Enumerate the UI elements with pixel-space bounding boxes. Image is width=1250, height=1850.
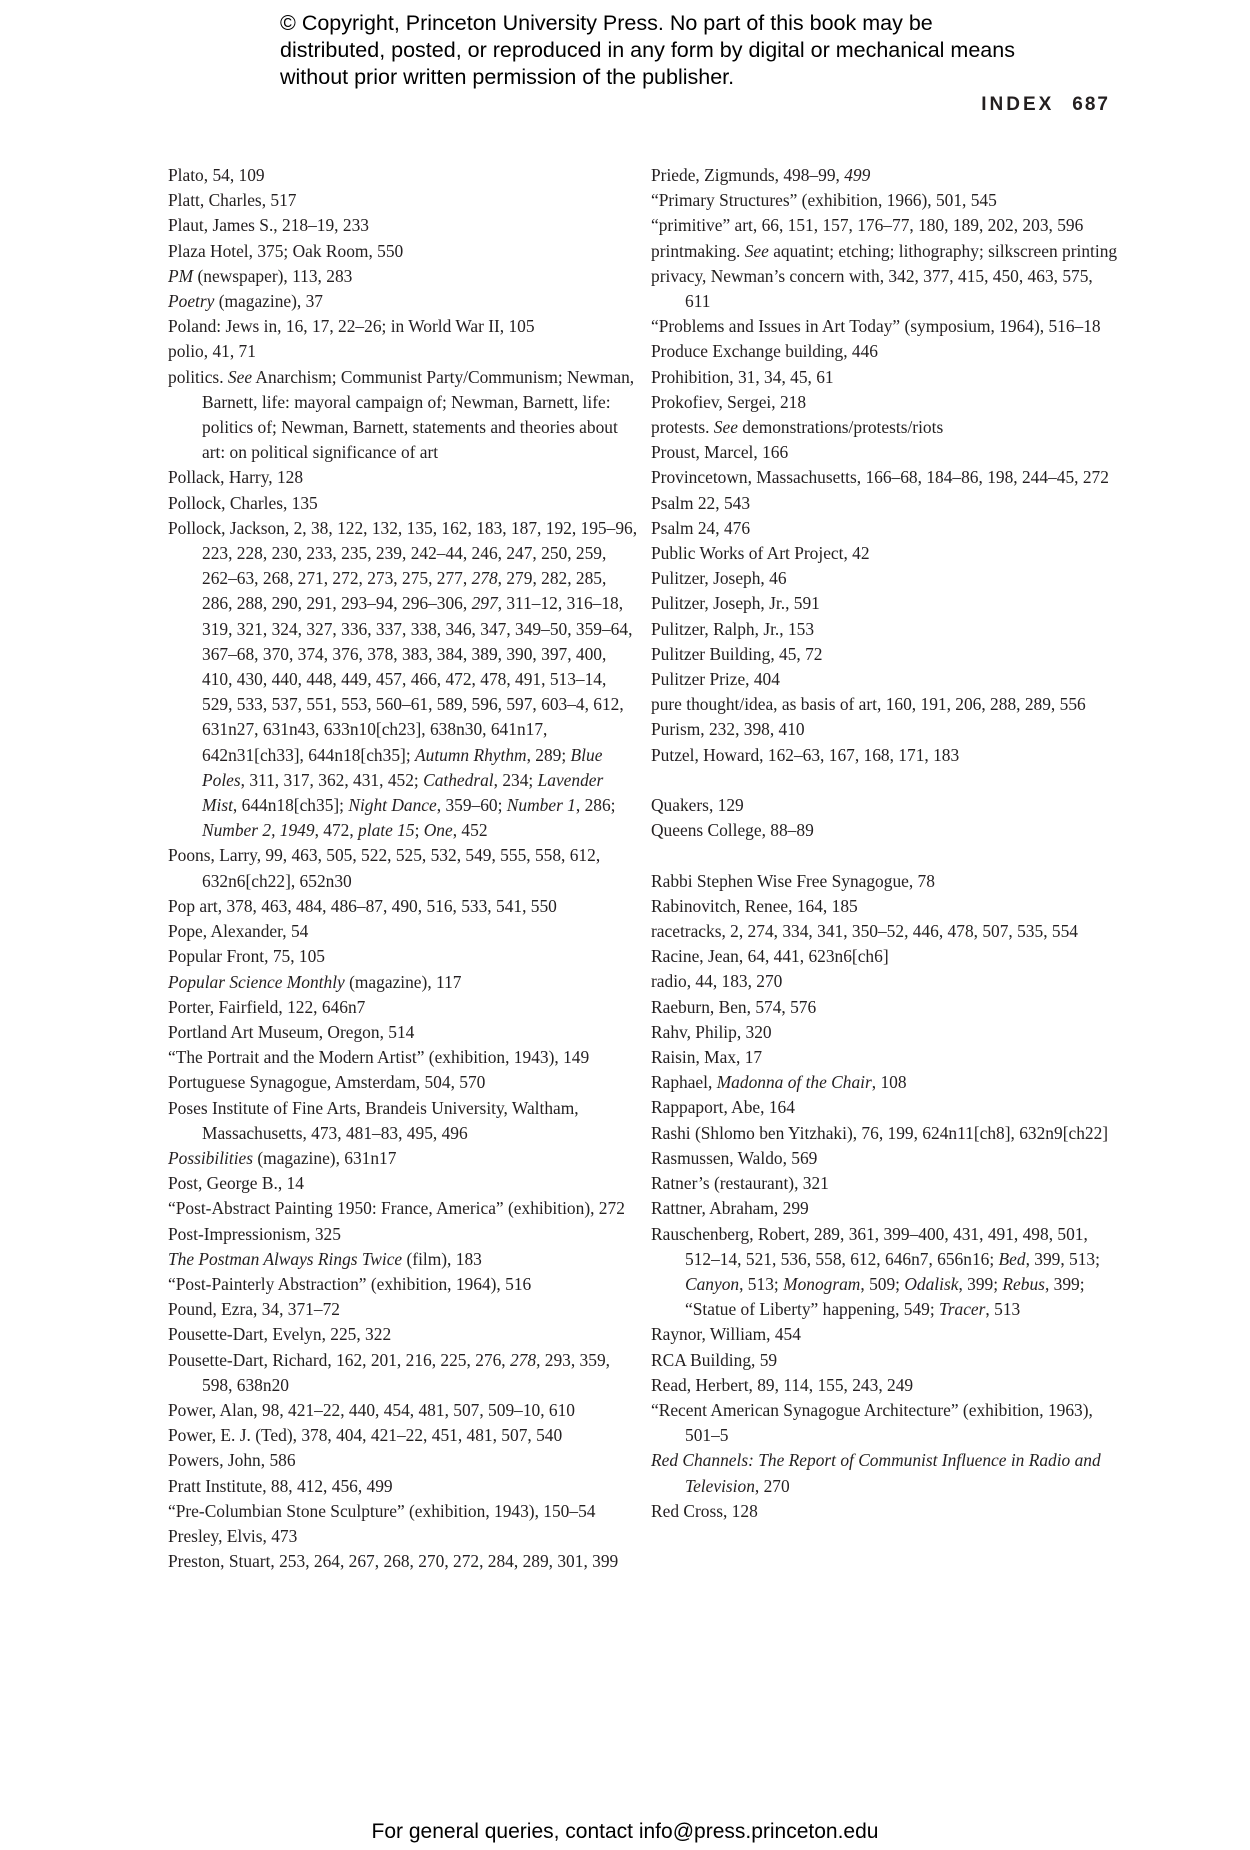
index-entry: Psalm 24, 476 [651,517,751,538]
index-entry: Purism, 232, 398, 410 [651,719,805,740]
index-entry: “Primary Structures” (exhibition, 1966), 501, 545 [651,190,997,211]
index-entry: Prohibition, 31, 34, 45, 61 [651,366,834,387]
index-entry: Quakers, 129 [651,795,744,816]
index-entry: Ratner’s (restaurant), 321 [651,1173,829,1194]
index-entry: Putzel, Howard, 162–63, 167, 168, 171, 183 [651,744,960,765]
index-entry: Provincetown, Massachusetts, 166–68, 184–86, 198, 244–45, 272 [651,467,1109,488]
copyright-notice: © Copyright, Princeton University Press. No part of this book may be distributed, posted, or reproduced in any form by digital or mechanical means without prior written permission of the publisher. [280,11,1015,89]
index-entry: Pulitzer Prize, 404 [651,669,780,690]
index-entry: Pound, Ezra, 34, 371–72 [168,1299,340,1320]
index-entry: Proust, Marcel, 166 [651,442,789,463]
index-entry: Rabbi Stephen Wise Free Synagogue, 78 [651,870,935,891]
index-entry: Porter, Fairfield, 122, 646n7 [168,996,366,1017]
index-entry: PM (newspaper), 113, 283 [168,265,353,286]
index-entry: Raynor, William, 454 [651,1324,801,1345]
index-entry: Possibilities (magazine), 631n17 [168,1147,397,1168]
index-entry: protests. See demonstrations/protests/riots [651,417,944,438]
index-entry: “Problems and Issues in Art Today” (symposium, 1964), 516–18 [651,316,1101,337]
index-entry: Prokofiev, Sergei, 218 [651,391,807,412]
index-entry: Pop art, 378, 463, 484, 486–87, 490, 516, 533, 541, 550 [168,895,557,916]
index-entry: Pousette-Dart, Evelyn, 225, 322 [168,1324,392,1345]
index-entry: Popular Science Monthly (magazine), 117 [168,971,462,992]
index-entry: Pulitzer, Joseph, 46 [651,568,787,589]
index-entry: Pulitzer, Ralph, Jr., 153 [651,618,815,639]
letter-group-gap [651,843,1121,868]
index-entry: Read, Herbert, 89, 114, 155, 243, 249 [651,1374,914,1395]
index-entry: Poland: Jews in, 16, 17, 22–26; in World War II, 105 [168,316,535,337]
page-number: 687 [1072,94,1110,115]
index-entry: Post-Impressionism, 325 [168,1223,341,1244]
index-entry: Pousette-Dart, Richard, 162, 201, 216, 225, 276, 278, 293, 359, 598, 638n20 [168,1349,610,1395]
index-entry: Pulitzer Building, 45, 72 [651,643,823,664]
index-entry: Poons, Larry, 99, 463, 505, 522, 525, 532, 549, 555, 558, 612, 632n6[ch22], 652n30 [168,845,601,891]
index-entry: radio, 44, 183, 270 [651,971,783,992]
index-entry: Priede, Zigmunds, 498–99, 499 [651,165,871,185]
index-entry: Rahv, Philip, 320 [651,1021,772,1042]
index-entry: Pollack, Harry, 128 [168,467,304,488]
index-entry: Racine, Jean, 64, 441, 623n6[ch6] [651,946,889,967]
index-entry: Raisin, Max, 17 [651,1047,763,1068]
index-entry: “The Portrait and the Modern Artist” (exhibition, 1943), 149 [168,1047,590,1068]
index-entry: Public Works of Art Project, 42 [651,543,870,564]
index-entry: Raphael, Madonna of the Chair, 108 [651,1072,907,1093]
footer-contact: For general queries, contact info@press.princeton.edu [371,1820,879,1843]
index-entry: privacy, Newman’s concern with, 342, 377, 415, 450, 463, 575, 611 [651,265,1093,312]
index-entry: Plaut, James S., 218–19, 233 [168,215,369,236]
index-entry: Pope, Alexander, 54 [168,921,309,942]
index-entry: RCA Building, 59 [651,1349,778,1370]
index-entry: Powers, John, 586 [168,1450,296,1471]
index-column-left [168,163,638,1574]
index-entry: “Post-Painterly Abstraction” (exhibition, 1964), 516 [168,1273,532,1294]
index-entry: pure thought/idea, as basis of art, 160, 191, 206, 288, 289, 556 [651,694,1086,715]
index-entry: Portland Art Museum, Oregon, 514 [168,1021,415,1042]
index-entry: Produce Exchange building, 446 [651,341,878,362]
index-entry: “Post-Abstract Painting 1950: France, America” (exhibition), 272 [168,1198,625,1219]
index-entry: Red Channels: The Report of Communist Influence in Radio and Television, 270 [651,1450,1101,1496]
index-entry: Raeburn, Ben, 574, 576 [651,996,817,1017]
index-entry: “Pre-Columbian Stone Sculpture” (exhibition, 1943), 150–54 [168,1500,596,1521]
index-entry: Queens College, 88–89 [651,820,814,841]
index-entry: printmaking. See aquatint; etching; lithography; silkscreen printing [651,240,1118,261]
index-entry: racetracks, 2, 274, 334, 341, 350–52, 446, 478, 507, 535, 554 [651,921,1078,942]
index-entry: Rappaport, Abe, 164 [651,1097,795,1118]
index-entry: Rashi (Shlomo ben Yitzhaki), 76, 199, 624n11[ch8], 632n9[ch22] [651,1122,1109,1143]
index-entry: Platt, Charles, 517 [168,190,297,211]
index-entry: Rattner, Abraham, 299 [651,1198,809,1219]
index-entry: politics. See Anarchism; Communist Party/Communism; Newman, Barnett, life: mayoral campaign of; Newman, Barnett, life: politics of; Newman, Barnett, statements and theories about art: on political significance of art [168,366,635,463]
index-entry: Preston, Stuart, 253, 264, 267, 268, 270, 272, 284, 289, 301, 399 [168,1551,619,1572]
index-entry: Power, E. J. (Ted), 378, 404, 421–22, 451, 481, 507, 540 [168,1425,563,1446]
index-entry: Pratt Institute, 88, 412, 456, 499 [168,1475,393,1496]
index-entry: Psalm 22, 543 [651,492,751,513]
index-entry: Post, George B., 14 [168,1173,304,1194]
index-entry: Rasmussen, Waldo, 569 [651,1147,818,1168]
index-entry: Red Cross, 128 [651,1500,758,1521]
index-entry: polio, 41, 71 [168,341,256,362]
index-entry: Poses Institute of Fine Arts, Brandeis University, Waltham, Massachusetts, 473, 481–83, 495, 496 [168,1097,579,1143]
index-entry: Portuguese Synagogue, Amsterdam, 504, 570 [168,1072,486,1093]
index-entry: Plato, 54, 109 [168,165,265,185]
index-entry: “primitive” art, 66, 151, 157, 176–77, 180, 189, 202, 203, 596 [651,215,1084,236]
index-entry: Pollock, Jackson, 2, 38, 122, 132, 135, 162, 183, 187, 192, 195–96, 223, 228, 230, 233, 235, 239, 242–44, 246, 247, 250, 259, 262–63, 268, 271, 272, 273, 275, 277, 278, 279, 282, 285, 286, 288, 290, 291, 293–94, 296–306, 297, 311–12, 316–18, 319, 321, 324, 327, 336, 337, 338, 346, 347, 349–50, 359–64, 367–68, 370, 374, 376, 378, 383, 384, 389, 390, 397, 400, 410, 430, 440, 448, 449, 457, 466, 472, 478, 491, 513–14, 529, 533, 537, 551, 553, 560–61, 589, 596, 597, 603–4, 612, 631n27, 631n43, 633n10[ch23], 638n30, 641n17, 642n31[ch33], 644n18[ch35]; Autumn Rhythm, 289; Blue Poles, 311, 317, 362, 431, 452; Cathedral, 234; Lavender Mist, 644n18[ch35]; Night Dance, 359–60; Number 1, 286; Number 2, 1949, 472, plate 15; One, 452 [168,517,638,841]
index-entry: Power, Alan, 98, 421–22, 440, 454, 481, 507, 509–10, 610 [168,1399,576,1420]
letter-group-gap [651,768,1121,793]
index-entry: Rabinovitch, Renee, 164, 185 [651,895,858,916]
running-head-label: INDEX [981,94,1055,115]
index-entry: Presley, Elvis, 473 [168,1525,298,1546]
index-entry: Pollock, Charles, 135 [168,492,318,513]
index-entry: Poetry (magazine), 37 [168,291,323,312]
index-entry: The Postman Always Rings Twice (film), 183 [168,1248,482,1269]
running-head [981,94,1110,116]
index-entry: Pulitzer, Joseph, Jr., 591 [651,593,820,614]
index-column-right [651,163,1121,1524]
index-entry: “Recent American Synagogue Architecture” (exhibition, 1963), 501–5 [651,1399,1093,1446]
index-entry: Plaza Hotel, 375; Oak Room, 550 [168,240,404,261]
index-entry: Rauschenberg, Robert, 289, 361, 399–400, 431, 491, 498, 501, 512–14, 521, 536, 558, 612, 646n7, 656n16; Bed, 399, 513; Canyon, 513; Monogram, 509; Odalisk, 399; Rebus, 399; “Statue of Liberty” happening, 549; Tracer, 513 [651,1223,1100,1320]
index-entry: Popular Front, 75, 105 [168,946,325,967]
